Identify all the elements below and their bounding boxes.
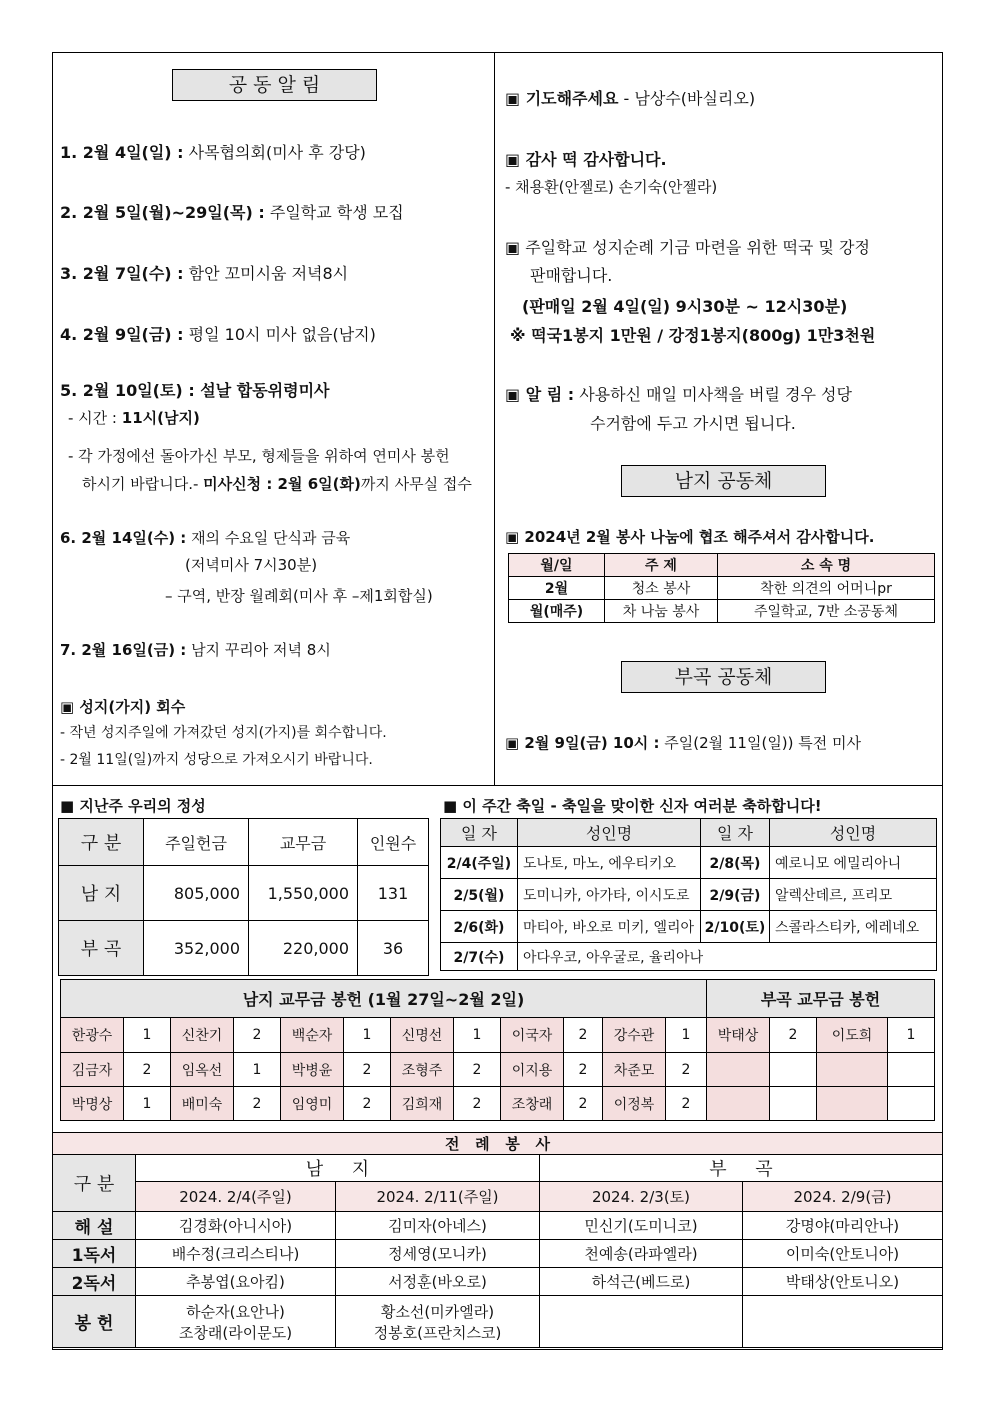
notice-item-1: 1. 2월 4일(일) : 사목협의회(미사 후 강당) <box>60 143 366 162</box>
liturgy-cell: 배수정(크리스티나) <box>136 1240 336 1268</box>
offering-cell: 1,550,000 <box>249 866 358 921</box>
liturgy-cell: 민신기(도미니코) <box>540 1212 743 1240</box>
liturgy-cell <box>136 1296 336 1348</box>
liturgy-offer-name: 조창래(라이문도) <box>178 1323 293 1342</box>
feast-saints: 스콜라스티카, 에레네오 <box>770 911 937 943</box>
feast-saints: 예로니모 에밀리아니 <box>770 847 937 879</box>
notice-title: 공 동 알 림 <box>172 69 377 101</box>
liturgy-cell: 서정훈(바오로) <box>336 1268 540 1296</box>
dues-row <box>61 1087 935 1121</box>
sale-line1: ▣ 주일학교 성지순례 기금 마련을 위한 떡국 및 강정 <box>505 238 870 257</box>
dues-name: 박명상 <box>61 1087 124 1121</box>
notice-alert-line2: 수거함에 두고 가시면 됩니다. <box>590 414 796 433</box>
service-header: 주 제 <box>605 554 718 577</box>
liturgy-cell <box>540 1296 743 1348</box>
liturgy-role: 해 설 <box>53 1212 136 1240</box>
notice-item-5-time: - 시간 : 11시(남지) <box>68 409 200 427</box>
dues-name: 신찬기 <box>171 1018 234 1053</box>
liturgy-date: 2024. 2/4(주일) <box>136 1182 336 1212</box>
dues-count: 1 <box>124 1018 171 1053</box>
feast-header: 성인명 <box>518 819 701 847</box>
dues-row <box>61 1018 935 1053</box>
thanks-title: ▣ 감사 떡 감사합니다. <box>505 150 667 169</box>
dues-count: 1 <box>124 1087 171 1121</box>
notice-item-6-line2: – 구역, 반장 월례회(미사 후 –제1회합실) <box>165 587 433 605</box>
dues-name: 한광수 <box>61 1018 124 1053</box>
liturgy-title: 전 례 봉 사 <box>53 1133 943 1155</box>
dues-name: 백순자 <box>281 1018 344 1053</box>
dues-count <box>770 1053 817 1087</box>
service-title: ▣ 2024년 2월 봉사 나눔에 협조 해주셔서 감사합니다. <box>505 528 875 546</box>
dues-name: 임옥선 <box>171 1053 234 1087</box>
dues-count: 2 <box>234 1087 281 1121</box>
notice-item-7: 7. 2월 16일(금) : 남지 꾸리아 저녁 8시 <box>60 641 331 659</box>
service-cell: 주일학교, 7반 소공동체 <box>718 600 935 623</box>
offering-cell: 352,000 <box>144 921 249 976</box>
liturgy-offer-name: 황소선(미카엘라) <box>380 1302 495 1321</box>
liturgy-offer-name: 하순자(요안나) <box>186 1302 285 1321</box>
liturgy-offer-name: 정봉호(프란치스코) <box>373 1323 502 1342</box>
feast-date: 2/6(화) <box>441 911 518 943</box>
dues-row <box>61 1053 935 1087</box>
feast-header: 일 자 <box>441 819 518 847</box>
dues-table <box>60 979 935 1121</box>
service-header: 월/일 <box>509 554 605 577</box>
feast-saints: 도나토, 마노, 에우티키오 <box>518 847 701 879</box>
notice-item-5: 5. 2월 10일(토) : 설날 합동위령미사 <box>60 381 330 400</box>
dues-count <box>770 1087 817 1121</box>
palm-line2: - 2월 11일(일)까지 성당으로 가져오시기 바랍니다. <box>60 752 373 768</box>
service-cell: 청소 봉사 <box>605 577 718 600</box>
pray-request: ▣ 기도해주세요 - 남상수(바실리오) <box>505 89 756 108</box>
sale-line2: 판매합니다. <box>530 266 613 285</box>
dues-name <box>817 1053 888 1087</box>
offering-cell: 220,000 <box>249 921 358 976</box>
dues-count: 2 <box>454 1087 501 1121</box>
dues-name: 박태상 <box>707 1018 770 1053</box>
notice-item-3: 3. 2월 7일(수) : 함안 꼬미시움 저녁8시 <box>60 264 349 283</box>
liturgy-table <box>52 1132 943 1348</box>
feast-date: 2/8(목) <box>701 847 770 879</box>
liturgy-cell: 이미숙(안토니아) <box>743 1240 943 1268</box>
dues-name: 신명선 <box>391 1018 454 1053</box>
feast-date: 2/10(토) <box>701 911 770 943</box>
palm-line1: - 작년 성지주일에 가져갔던 성지(가지)를 회수합니다. <box>60 725 387 741</box>
section-divider <box>494 52 495 785</box>
sale-line3: (판매일 2월 4일(일) 9시30분 ~ 12시30분) <box>522 297 848 316</box>
feast-saints: 알렉산데르, 프리모 <box>770 879 937 911</box>
dues-count: 2 <box>344 1087 391 1121</box>
dues-namji-title: 남지 교무금 봉헌 (1월 27일~2월 2일) <box>61 980 707 1018</box>
dues-count: 1 <box>888 1018 935 1053</box>
liturgy-date: 2024. 2/3(토) <box>540 1182 743 1212</box>
service-table <box>508 553 935 623</box>
dues-name: 이도희 <box>817 1018 888 1053</box>
liturgy-cell: 박태상(안토니오) <box>743 1268 943 1296</box>
liturgy-col-label: 구 분 <box>53 1155 136 1212</box>
dues-name: 임영미 <box>281 1087 344 1121</box>
liturgy-role: 1독서 <box>53 1240 136 1268</box>
notice-item-6-line1: (저녁미사 7시30분) <box>185 556 318 574</box>
offering-table <box>58 818 429 976</box>
dues-name: 차준모 <box>603 1053 666 1087</box>
service-cell: 2월 <box>509 577 605 600</box>
feast-saints: 마티아, 바오로 미키, 엘리아 <box>518 911 701 943</box>
dues-name: 이지용 <box>501 1053 564 1087</box>
liturgy-cell: 천예송(라파엘라) <box>540 1240 743 1268</box>
dues-name <box>817 1087 888 1121</box>
offering-row-label: 부 곡 <box>59 921 144 976</box>
feast-date: 2/5(월) <box>441 879 518 911</box>
offering-header: 교무금 <box>249 819 358 866</box>
dues-count: 1 <box>344 1018 391 1053</box>
dues-count: 2 <box>564 1053 603 1087</box>
offering-title: ■ 지난주 우리의 정성 <box>60 797 206 815</box>
offering-cell: 131 <box>358 866 429 921</box>
dues-name: 이국자 <box>501 1018 564 1053</box>
dues-count: 2 <box>770 1018 817 1053</box>
dues-name <box>707 1087 770 1121</box>
offering-header: 구 분 <box>59 819 144 866</box>
liturgy-role: 봉 헌 <box>53 1296 136 1348</box>
liturgy-bugok: 부 곡 <box>540 1155 943 1182</box>
dues-name: 조형주 <box>391 1053 454 1087</box>
liturgy-namji: 남 지 <box>136 1155 540 1182</box>
feast-header: 성인명 <box>770 819 937 847</box>
service-header: 소 속 명 <box>718 554 935 577</box>
palm-title: ▣ 성지(가지) 회수 <box>60 698 186 716</box>
offering-header: 인원수 <box>358 819 429 866</box>
dues-count: 2 <box>344 1053 391 1087</box>
notice-item-6: 6. 2월 14일(수) : 재의 수요일 단식과 금육 <box>60 529 351 547</box>
dues-count: 2 <box>666 1087 707 1121</box>
liturgy-date: 2024. 2/11(주일) <box>336 1182 540 1212</box>
dues-count: 2 <box>564 1087 603 1121</box>
feast-date: 2/9(금) <box>701 879 770 911</box>
dues-count: 2 <box>124 1053 171 1087</box>
dues-count: 2 <box>234 1018 281 1053</box>
feast-saints: 아다우코, 아우굴로, 율리아나 <box>518 943 937 971</box>
feast-table <box>440 818 937 971</box>
dues-count: 1 <box>234 1053 281 1087</box>
dues-count <box>888 1087 935 1121</box>
notice-item-5-line1: - 각 가정에선 돌아가신 부모, 형제들을 위하여 연미사 봉헌 <box>68 447 450 465</box>
liturgy-date: 2024. 2/9(금) <box>743 1182 943 1212</box>
dues-name <box>707 1053 770 1087</box>
service-cell: 착한 의견의 어머니pr <box>718 577 935 600</box>
dues-name: 이정복 <box>603 1087 666 1121</box>
namji-community-title: 남지 공동체 <box>621 465 826 497</box>
thanks-text: - 채용환(안젤로) 손기숙(안젤라) <box>505 178 718 196</box>
dues-name: 강수관 <box>603 1018 666 1053</box>
feast-header: 일 자 <box>701 819 770 847</box>
liturgy-cell: 강명야(마리안나) <box>743 1212 943 1240</box>
notice-item-5-line2: 하시기 바랍니다.- 미사신청 : 2월 6일(화)까지 사무실 접수 <box>82 475 472 493</box>
dues-name: 김금자 <box>61 1053 124 1087</box>
dues-count: 1 <box>666 1018 707 1053</box>
liturgy-cell <box>336 1296 540 1348</box>
offering-header: 주일헌금 <box>144 819 249 866</box>
dues-name: 조창래 <box>501 1087 564 1121</box>
service-cell: 월(매주) <box>509 600 605 623</box>
liturgy-role: 2독서 <box>53 1268 136 1296</box>
service-cell: 차 나눔 봉사 <box>605 600 718 623</box>
notice-alert: ▣ 알 림 : 사용하신 매일 미사책을 버릴 경우 성당 <box>505 385 852 404</box>
offering-cell: 805,000 <box>144 866 249 921</box>
notice-item-4: 4. 2월 9일(금) : 평일 10시 미사 없음(남지) <box>60 325 376 344</box>
feast-date: 2/4(주일) <box>441 847 518 879</box>
dues-count <box>888 1053 935 1087</box>
feast-saints: 도미니카, 아가타, 이시도로 <box>518 879 701 911</box>
dues-name: 박병윤 <box>281 1053 344 1087</box>
dues-count: 2 <box>564 1018 603 1053</box>
liturgy-cell: 하석근(베드로) <box>540 1268 743 1296</box>
feast-title: ■ 이 주간 축일 - 축일을 맞이한 신자 여러분 축하합니다! <box>443 797 822 815</box>
liturgy-cell: 김경화(아니시아) <box>136 1212 336 1240</box>
offering-cell: 36 <box>358 921 429 976</box>
section-divider <box>52 785 943 786</box>
offering-row-label: 남 지 <box>59 866 144 921</box>
bugok-mass: ▣ 2월 9일(금) 10시 : 주일(2월 11일(일)) 특전 미사 <box>505 734 862 752</box>
dues-bugok-title: 부곡 교무금 봉헌 <box>707 980 935 1018</box>
bugok-community-title: 부곡 공동체 <box>621 661 826 693</box>
notice-item-2: 2. 2월 5일(월)~29일(목) : 주일학교 학생 모집 <box>60 203 404 222</box>
liturgy-cell: 추봉엽(요아킴) <box>136 1268 336 1296</box>
liturgy-cell <box>743 1296 943 1348</box>
dues-count: 2 <box>666 1053 707 1087</box>
dues-name: 배미숙 <box>171 1087 234 1121</box>
dues-count: 2 <box>454 1053 501 1087</box>
dues-name: 김희재 <box>391 1087 454 1121</box>
liturgy-cell: 김미자(아네스) <box>336 1212 540 1240</box>
liturgy-cell: 정세영(모니카) <box>336 1240 540 1268</box>
sale-line4: ※ 떡국1봉지 1만원 / 강정1봉지(800g) 1만3천원 <box>510 326 876 345</box>
feast-date: 2/7(수) <box>441 943 518 971</box>
dues-count: 1 <box>454 1018 501 1053</box>
